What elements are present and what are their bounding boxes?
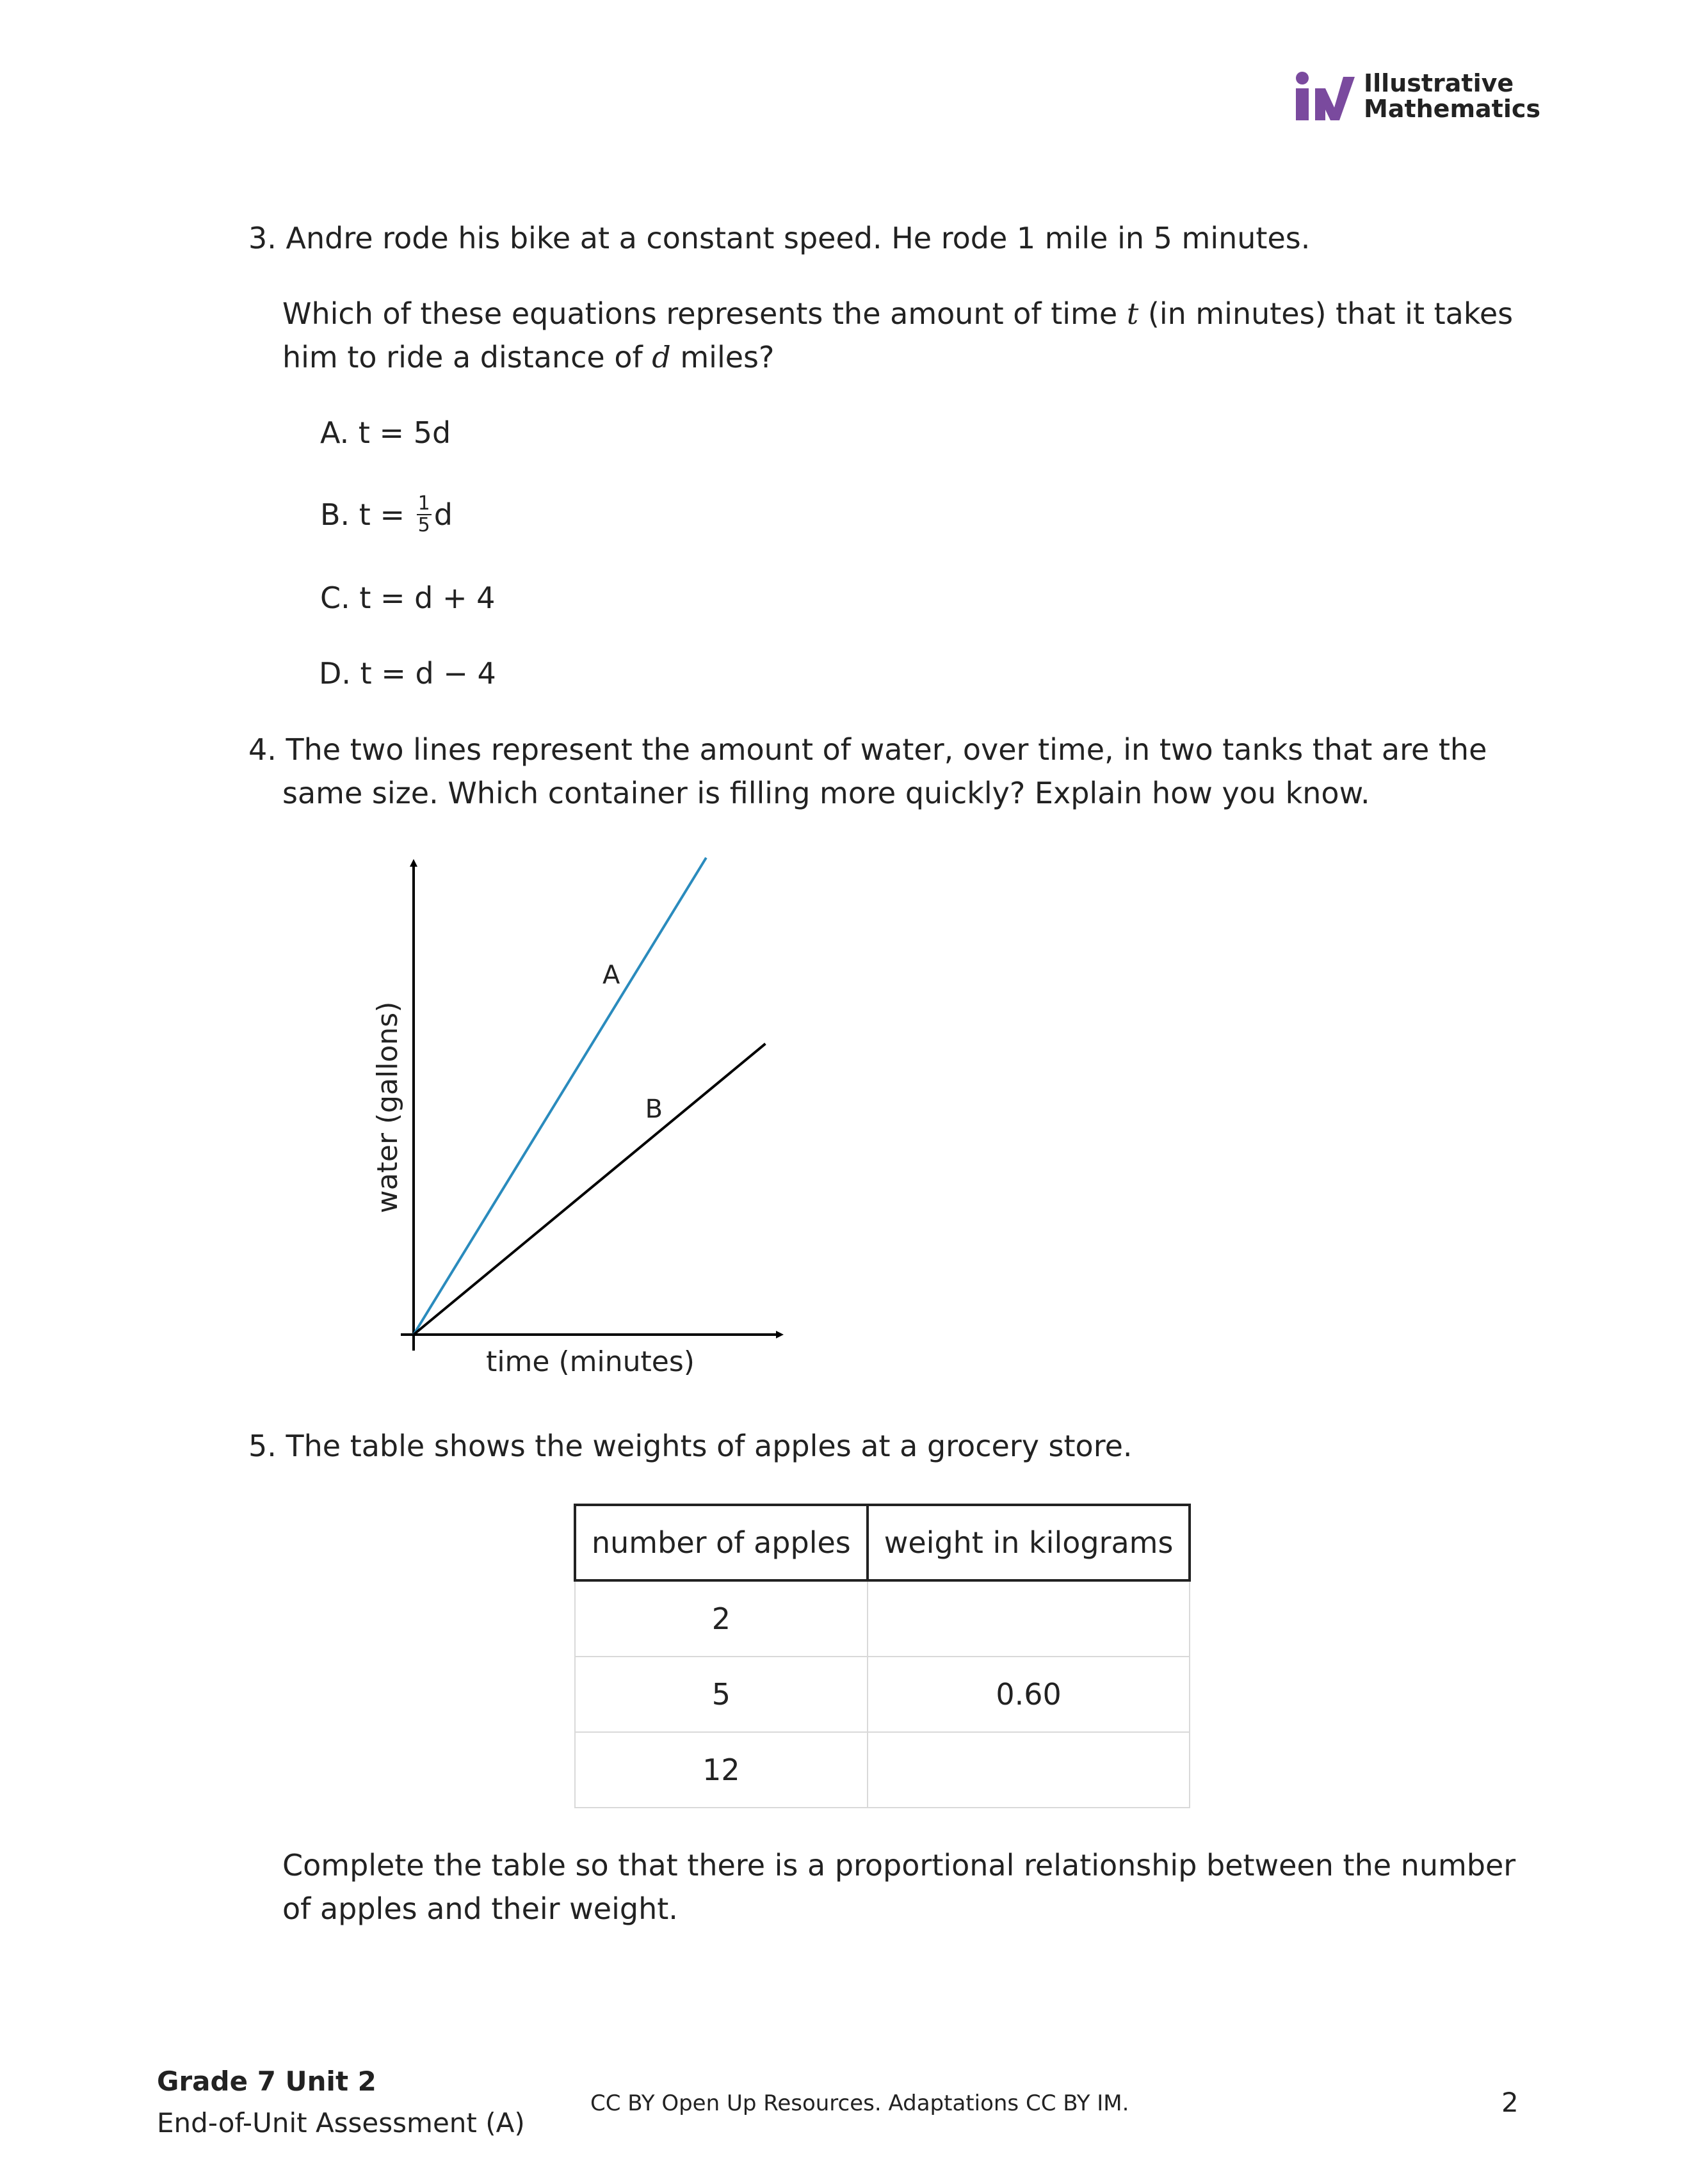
question-text: The table shows the weights of apples at a grocery store. — [286, 1429, 1133, 1463]
question-5-instruction-line-2: of apples and their weight. — [282, 1891, 678, 1926]
prompt-text: miles? — [670, 340, 775, 374]
series-label-a: A — [602, 960, 620, 990]
footer-license: CC BY Open Up Resources. Adaptations CC BY IM. — [590, 2091, 1129, 2116]
prompt-text: (in minutes) that it takes — [1138, 296, 1514, 331]
logo-line-1: Illustrative — [1364, 69, 1514, 97]
question-5-stem — [248, 1424, 1133, 1468]
question-number: 3. — [248, 221, 277, 255]
variable-d: d — [652, 340, 671, 374]
cell-apples: 5 — [575, 1657, 868, 1732]
apple-weight-table — [574, 1504, 1191, 1808]
question-4-line-2: same size. Which container is filling more quickly? Explain how you know. — [282, 776, 1370, 810]
option-d[interactable]: D. t = d − 4 — [319, 656, 496, 691]
table-header-row — [575, 1505, 1190, 1580]
option-c[interactable]: C. t = d + 4 — [320, 581, 496, 615]
y-axis-label: water (gallons) — [371, 1001, 404, 1214]
option-b-prefix: B. t = — [320, 497, 414, 532]
question-number: 4. — [248, 732, 277, 767]
question-text: The two lines represent the amount of water, over time, in two tanks that are the — [286, 732, 1487, 767]
prompt-text: Which of these equations represents the amount of time — [282, 296, 1127, 331]
variable-t: t — [1126, 296, 1139, 331]
option-a[interactable]: A. t = 5d — [320, 415, 451, 450]
fraction-denominator: 5 — [417, 513, 430, 536]
column-header-weight: weight in kilograms — [868, 1505, 1190, 1580]
footer-assessment-title: End-of-Unit Assessment (A) — [157, 2107, 525, 2139]
series-line-b — [414, 1044, 765, 1335]
cell-weight: 0.60 — [868, 1657, 1190, 1732]
question-number: 5. — [248, 1429, 277, 1463]
cell-weight-blank[interactable] — [868, 1580, 1190, 1657]
table-row — [575, 1580, 1190, 1657]
column-header-number-of-apples: number of apples — [575, 1505, 868, 1580]
cell-apples: 2 — [575, 1580, 868, 1657]
table-row — [575, 1657, 1190, 1732]
cell-weight-blank[interactable] — [868, 1732, 1190, 1808]
question-text: Andre rode his bike at a constant speed. He rode 1 mile in 5 minutes. — [286, 221, 1311, 255]
x-axis-label: time (minutes) — [486, 1345, 695, 1378]
logo-line-2: Mathematics — [1364, 95, 1541, 123]
table-row — [575, 1732, 1190, 1808]
footer-grade-unit: Grade 7 Unit 2 — [157, 2066, 376, 2097]
series-label-b: B — [645, 1094, 663, 1124]
cell-apples: 12 — [575, 1732, 868, 1808]
prompt-text: him to ride a distance of — [282, 340, 652, 374]
option-b-suffix: d — [433, 497, 453, 532]
question-5-instruction-line-1: Complete the table so that there is a proportional relationship between the number — [282, 1848, 1516, 1883]
fraction-numerator: 1 — [417, 492, 430, 515]
page-number: 2 — [1501, 2087, 1519, 2118]
